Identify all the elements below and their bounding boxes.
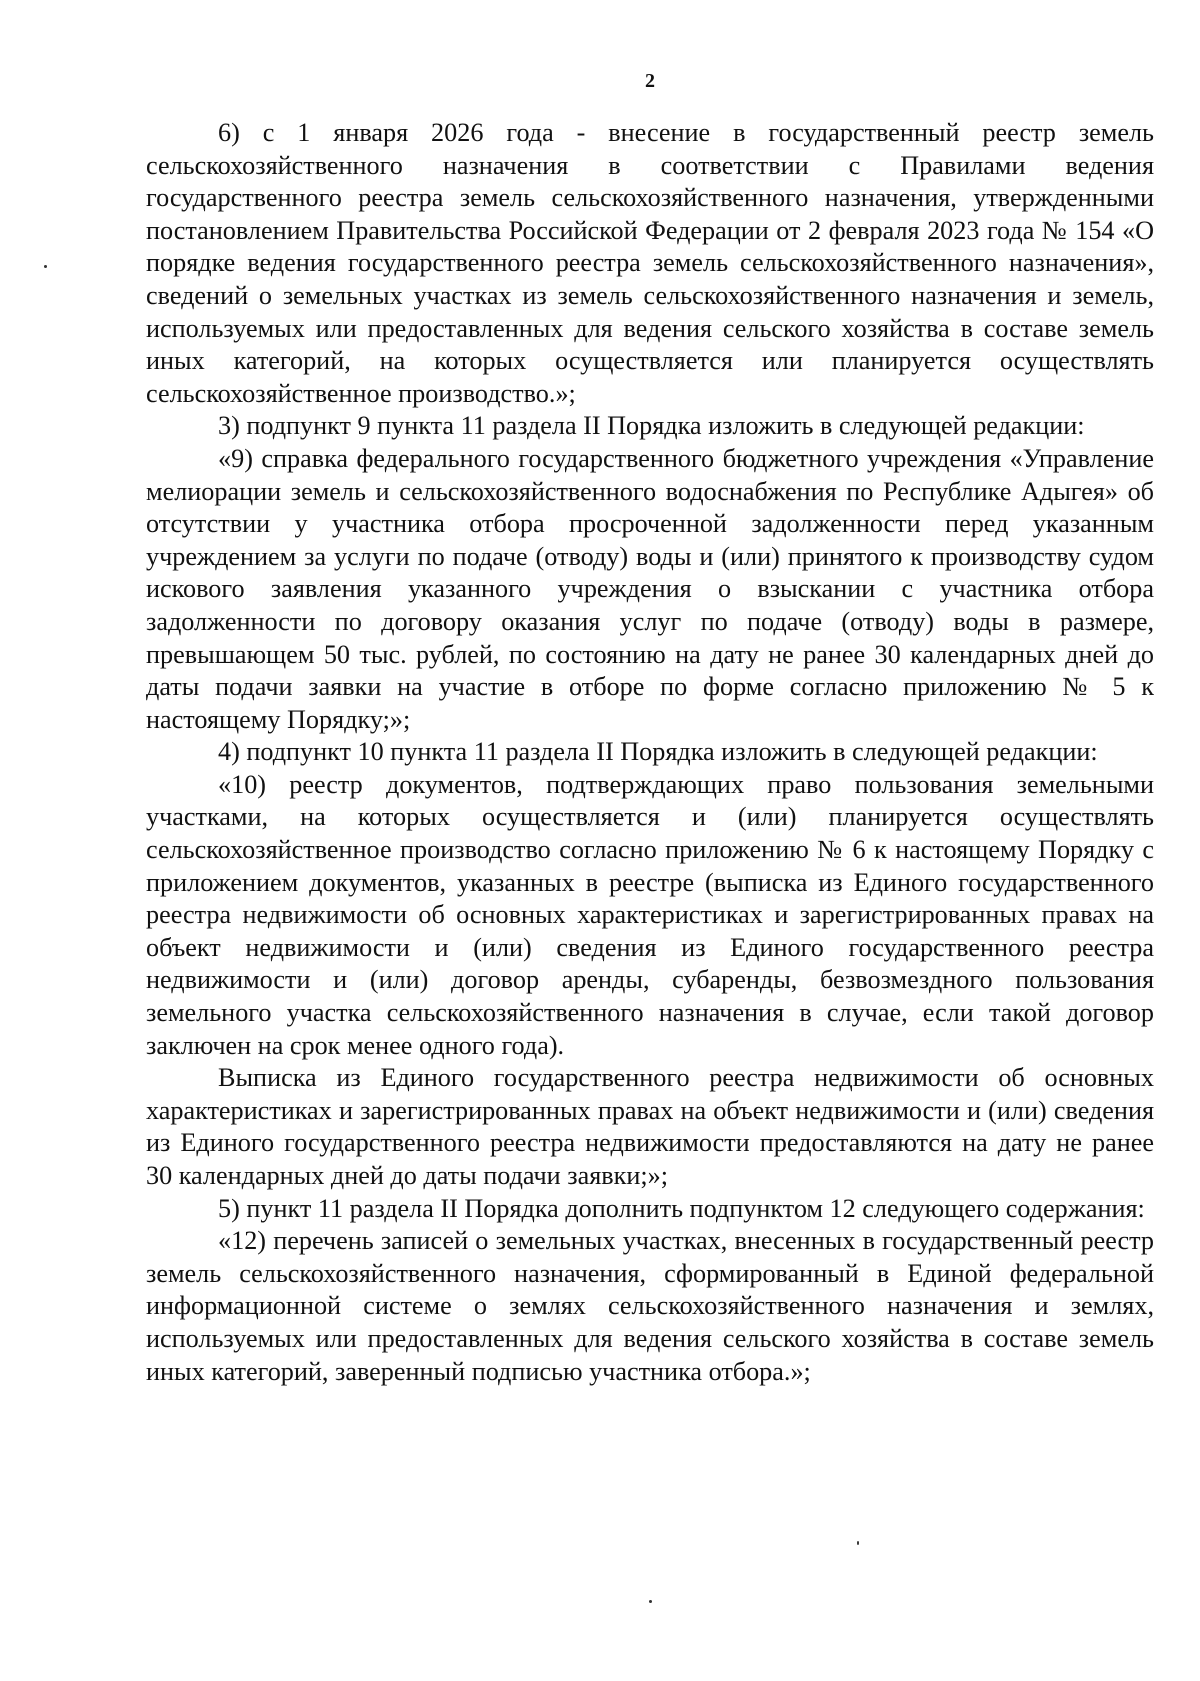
paragraph-item-6: 6) с 1 января 2026 года - внесение в государственный реестр земель сельскохозяйственного назначения в соответствии с Правилами ведения государственного реестра земель сельскохозяйственного назначения, утвержденными постановлением Правительства Российской Федерации от 2 февраля 2023 года № 154 «О порядке ведения государственного реестра земель сельскохозяйственного назначения», сведений о земельных участках из земель сельскохозяйственного назначения и земель, используемых или предоставленных для ведения сельского хозяйства в составе земель иных категорий, на которых осуществляется или планируется осуществлять сельскохозяйственное производство.»; — [146, 118, 1154, 408]
scan-speck — [44, 265, 47, 268]
paragraph-amendment-3: 3) подпункт 9 пункта 11 раздела II Порядка изложить в следующей редакции: — [218, 411, 1085, 441]
paragraph-subitem-12: «12) перечень записей о земельных участках, внесенных в государственный реестр земель сельскохозяйственного назначения, сформированный в Единой федеральной информационной системе о землях сельскохозяйственного назначения и землях, используемых или предоставленных для ведения сельского хозяйства в составе земель иных категорий, заверенный подписью участника отбора.»; — [146, 1226, 1154, 1386]
page-number: 2 — [645, 70, 655, 92]
scan-speck — [649, 1600, 652, 1603]
paragraph-amendment-5: 5) пункт 11 раздела II Порядка дополнить подпунктом 12 следующего содержания: — [218, 1193, 1145, 1223]
paragraph-amendment-4: 4) подпункт 10 пункта 11 раздела II Порядка изложить в следующей редакции: — [218, 737, 1098, 767]
document-body — [146, 117, 1154, 1388]
paragraph-extract-note: Выписка из Единого государственного реестра недвижимости об основных характеристиках и зарегистрированных правах на объект недвижимости и (или) сведения из Единого государственного реестра недвижимости предоставляются на дату не ранее 30 календарных дней до даты подачи заявки;»; — [146, 1063, 1154, 1190]
paragraph-subitem-10: «10) реестр документов, подтверждающих право пользования земельными участками, на которых осуществляется и (или) планируется осуществлять сельскохозяйственное производство согласно приложению № 6 к настоящему Порядку с приложением документов, указанных в реестре (выписка из Единого государственного реестра недвижимости об основных характеристиках и зарегистрированных правах на объект недвижимости и (или) сведения из Единого государственного реестра недвижимости и (или) договор аренды, субаренды, безвозмездного пользования земельного участка сельскохозяйственного назначения в случае, если такой договор заключен на срок менее одного года). — [146, 769, 1154, 1060]
paragraph-subitem-9: «9) справка федерального государственного бюджетного учреждения «Управление мелиорации земель и сельскохозяйственного водоснабжения по Республике Адыгея» об отсутствии у участника отбора просроченной задолженности перед указанным учреждением за услуги по подаче (отводу) воды и (или) принятого к производству судом искового заявления указанного учреждения о взыскании с участника отбора задолженности по договору оказания услуг по подаче (отводу) воды в размере, превышающем 50 тыс. рублей, по состоянию на дату не ранее 30 календарных дней до даты подачи заявки на участие в отборе по форме согласно приложению № 5 к настоящему Порядку;»; — [146, 443, 1154, 734]
scan-speck — [857, 1541, 859, 1545]
